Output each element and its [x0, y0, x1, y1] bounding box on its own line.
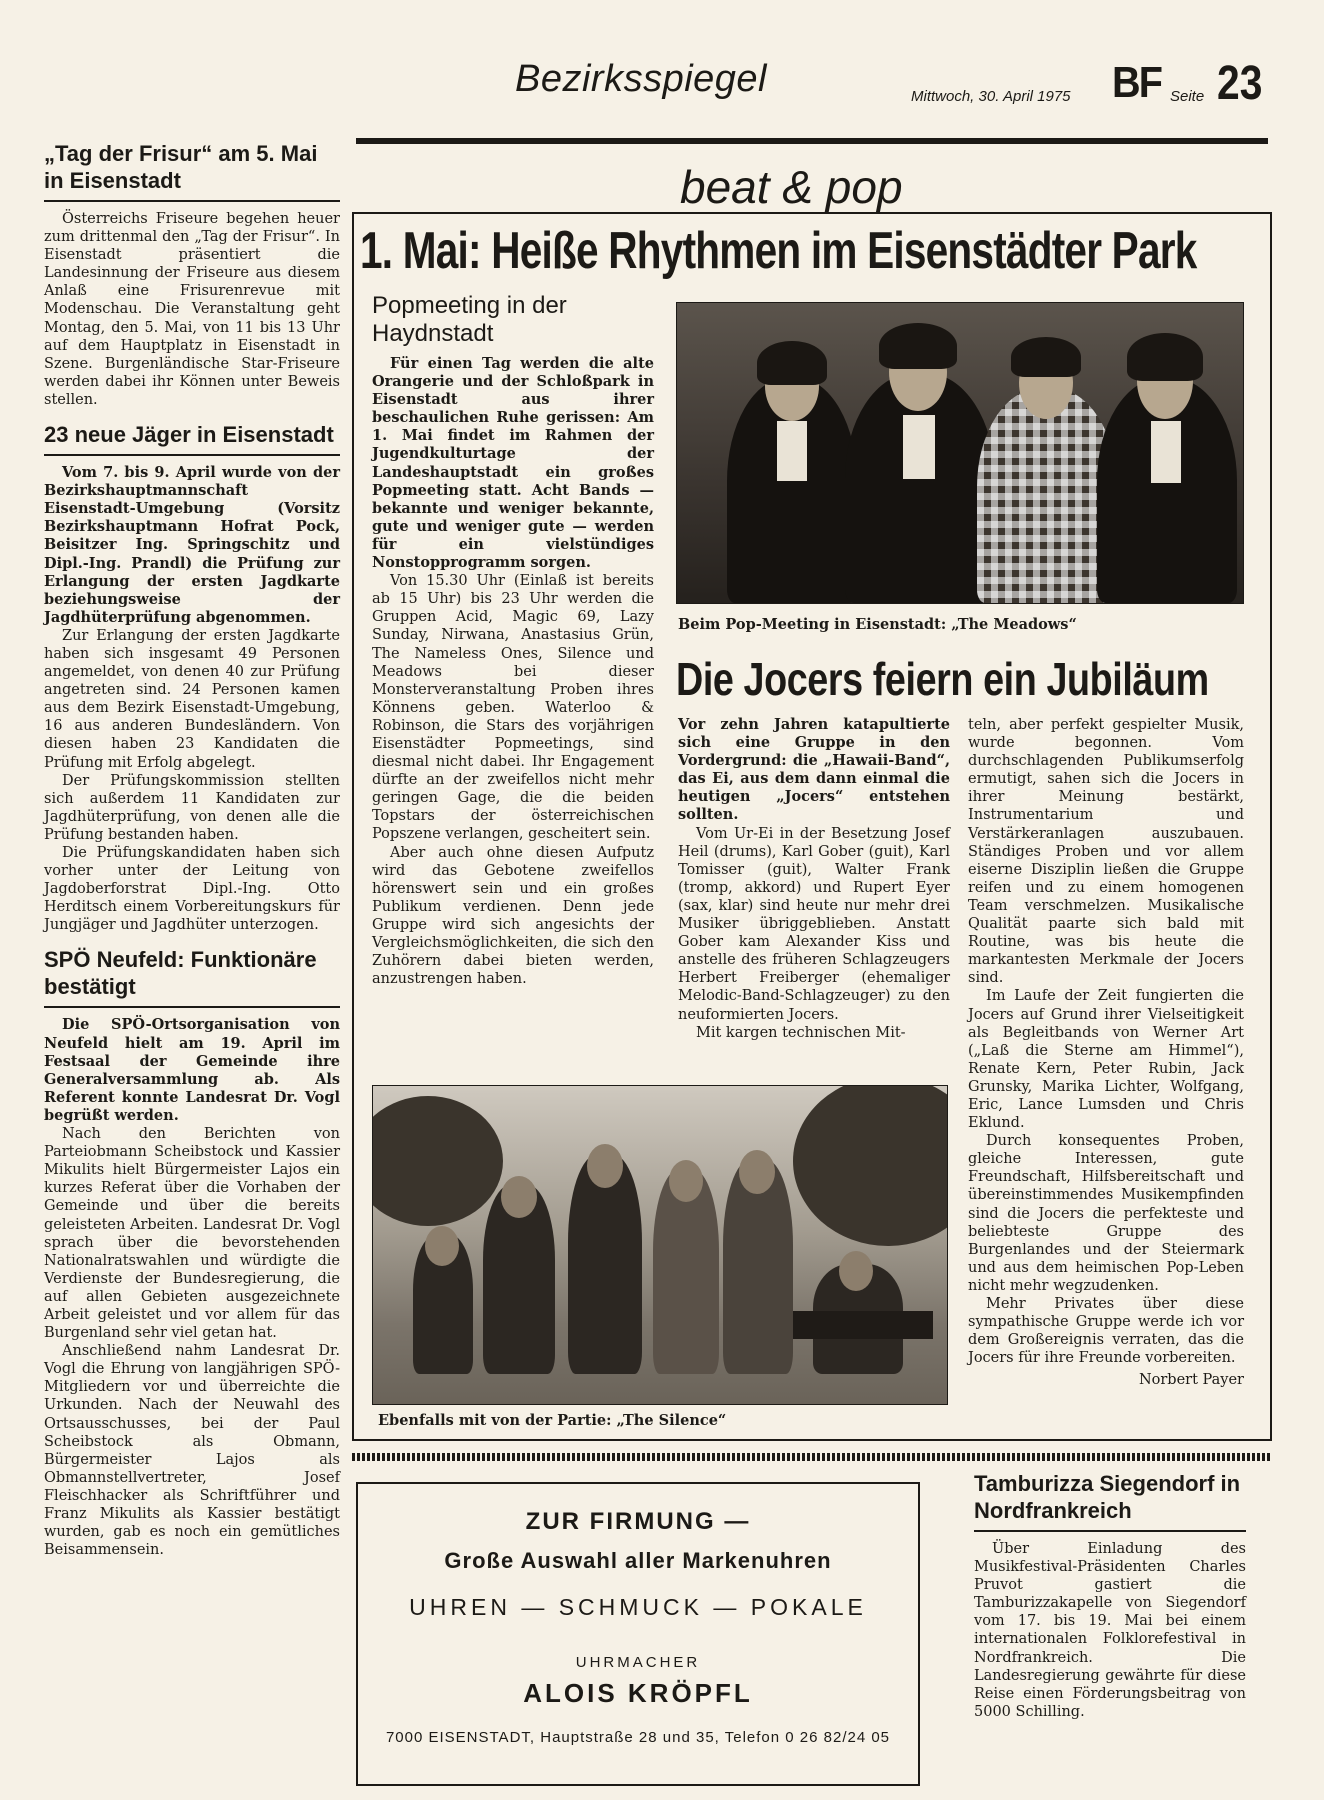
article-jaeger-paragraph: Die Prüfungskandidaten haben sich vorher unter der Leitung von Jagdoberforstrat Dipl.-Ing. Otto Herditsch einem Vorbereitungskurs für Jungjäger und Jagdhüter unterzogen.: [44, 845, 340, 934]
band-member-hair: [1127, 333, 1203, 381]
silence-caption: Ebenfalls mit von der Partie: „The Silence“: [378, 1412, 727, 1429]
tamburizza-headline: Tamburizza Siegendorf in Nordfrankreich: [974, 1471, 1241, 1523]
popmeeting-lead: Für einen Tag werden die alte Orangerie und der Schloßpark in Eisenstadt aus ihrer beschaulichen Ruhe gerissen: Am 1. Mai findet im Rahmen der Jugendkulturtage der Landeshauptstadt ein großes Popmeeting statt. Acht Bands — bekannte und weniger bekannte, gute und weniger gute — werden für ein vielstündiges Nonstopprogramm sorgen.: [372, 355, 654, 572]
article-frisur-paragraph: Österreichs Friseure begehen heuer zum drittenmal den „Tag der Frisur“. In Eisenstadt präsentiert die Landesinnung der Friseure aus diesem Anlaß eine Frisurenrevue mit Modenschau. Die Veranstaltung geht Montag, den 5. Mai, von 11 bis 13 Uhr auf dem Hauptplatz in Eisenstadt in Szene. Burgenländische Star-Friseure werden dabei ihr Können unter Beweis stellen.: [44, 211, 340, 408]
meadows-caption: Beim Pop-Meeting in Eisenstadt: „The Meadows“: [678, 616, 1077, 633]
band-member-hair: [757, 341, 827, 385]
ad-subline: Große Auswahl aller Markenuhren: [444, 1548, 832, 1573]
shirt-front: [777, 421, 807, 481]
shirt-front: [903, 415, 935, 479]
divider: [44, 200, 340, 202]
issue-date: Mittwoch, 30. April 1975: [911, 88, 1071, 105]
divider: [44, 1006, 340, 1008]
musician-head: [669, 1160, 703, 1202]
newspaper-logo: BF: [1112, 58, 1162, 107]
popmeeting-paragraph: Von 15.30 Uhr (Einlaß ist bereits ab 15 Uhr) bis 23 Uhr werden die Gruppen Acid, Magic 69, Lazy Sunday, Nirwana, Anastasius Grün, The Nameless Ones, Silence und Meadows bei dieser Monsterveranstaltung Proben ihres Könnens geben. Waterloo & Robinson, die Stars des vorjährigen Eisenstädter Popmeetings, sind diesmal nicht dabei. Ihr Engagement dürfte an der zweifellos nicht mehr geringen Gage, die die beiden Topstars der österreichischen Popszene verlangen, gescheitert sein.: [372, 573, 654, 843]
popmeeting-body: [372, 355, 654, 988]
article-frisur-headline: „Tag der Frisur“ am 5. Mai in Eisenstadt: [44, 141, 318, 193]
page-number: 23: [1217, 57, 1263, 110]
jocers-headline: Die Jocers feiern ein Jubiläum: [676, 653, 1209, 705]
left-column: [44, 140, 340, 1559]
musician-head: [587, 1144, 623, 1188]
article-spoe-headline: SPÖ Neufeld: Funktionäre bestätigt: [44, 947, 317, 1000]
band-member-figure: [977, 388, 1117, 603]
article-jaeger-headline: 23 neue Jäger in Eisenstadt: [44, 422, 334, 448]
divider: [44, 454, 340, 456]
jocers-author: Norbert Payer: [1138, 1372, 1244, 1389]
jocers-lead: Vor zehn Jahren katapultierte sich eine Gruppe in den Vordergrund: die „Hawaii-Band“, das Ei, aus dem dann einmal die heutigen „Jocers“ entstehen sollten.: [678, 716, 950, 824]
band-member-hair: [1011, 337, 1081, 377]
jocers-body-col2: [968, 716, 1244, 1389]
shirt-front: [1151, 421, 1181, 483]
article-frisur-body: [44, 210, 340, 409]
article-spoe-lead: Die SPÖ-Ortsorganisation von Neufeld hielt am 19. April im Festsaal der Gemeinde ihre Generalversammlung ab. Als Referent konnte Landesrat Dr. Vogl begrüßt werden.: [44, 1016, 340, 1124]
dotted-divider: [352, 1453, 1270, 1461]
article-jaeger-paragraph: Zur Erlangung der ersten Jagdkarte haben sich insgesamt 49 Personen angemeldet, von denen 40 zur Prüfung angetreten sind. 24 Personen kamen aus dem Bezirk Eisenstadt-Umgebung, 16 aus anderen Bundesländern. Von diesen haben 23 Kandidaten die Prüfung mit Erfolg abgelegt.: [44, 627, 340, 771]
jocers-paragraph: Mit kargen technischen Mit-: [696, 1024, 906, 1041]
jocers-paragraph: Durch konsequentes Proben, gleiche Interessen, gute Freundschaft, Hilfsbereitschaft und übereinstimmendes Musikempfinden sind die Jocers die perfekteste und beliebteste Gruppe des Burgenlandes und der Steiermark und aus dem heimischen Pop-Leben nicht mehr wegzudenken.: [968, 1133, 1244, 1294]
popmeeting-paragraph: Aber auch ohne diesen Aufputz wird das Gebotene zweifellos hörenswert sein und ein großes Publikum verdienen. Denn jede Gruppe wird sich angesichts der Vergleichsmöglichkeiten, die sich den Zuhörern dabei bieten werden, anzustrengen haben.: [372, 844, 654, 988]
keyboard-shape: [793, 1311, 933, 1339]
article-spoe-paragraph: Anschließend nahm Landesrat Dr. Vogl die Ehrung von langjährigen SPÖ-Mitgliedern vor und überreichte die Urkunden. Nach der Neuwahl des Ortsausschusses, bei der Paul Scheibstock als Obmann, Bürgermeister Lajos als Obmannstellvertreter, Josef Fleischhacker als Schriftführer und Franz Mikulits als Kassier bestätigt wurden, gab es noch ein gemütliches Beisammensein.: [44, 1343, 340, 1559]
section-kicker: beat & pop: [680, 161, 903, 213]
jocers-paragraph: Vom Ur-Ei in der Besetzung Josef Heil (drums), Karl Gober (guit), Karl Tomisser (guit), Walter Frank (tromp, akkord) und Rupert Eyer (sax, klar) sind heute nur mehr drei Musiker übriggeblieben. Anstatt Gober kam Alexander Kiss und anstelle des früheren Schlagzeugers Herbert Freiberger (ehemaliger Melodic-Band-Schlagzeuger) zu den neuformierten Jocers.: [678, 825, 950, 1023]
musician-head: [425, 1226, 459, 1266]
silence-photo: [372, 1085, 948, 1405]
ad-trade: UHRMACHER: [575, 1654, 701, 1671]
main-headline: 1. Mai: Heiße Rhythmen im Eisenstädter Park: [360, 222, 1197, 280]
musician-head: [839, 1251, 873, 1291]
tamburizza-paragraph: Über Einladung des Musikfestival-Präsidenten Charles Pruvot gastiert die Tamburizzakapelle von Siegendorf vom 17. bis 19. Mai bei einem internationalen Folklorefestival in Nordfrankreich. Die Landesregierung gewährte für diese Reise einen Förderungsbeitrag von 5000 Schilling.: [974, 1541, 1246, 1720]
article-jaeger-paragraph: Der Prüfungskommission stellten sich außerdem 11 Kandidaten zur Jagdhüterprüfung, von denen alle die Prüfung bestanden haben.: [44, 772, 340, 843]
article-spoe-paragraph: Nach den Berichten von Parteiobmann Scheibstock und Kassier Mikulits hielt Bürgermeister Lajos ein kurzes Referat über die Vorhaben der Gemeinde und über die bereits geleisteten Arbeiten. Landesrat Dr. Vogl sprach über die bevorstehenden Nationalratswahlen und würdigte die Verdienste der Bundesregierung, die auf allen Gebieten ausgezeichnete Arbeit geleistet und vor allem für das Burgenland sehr viel getan hat.: [44, 1126, 340, 1342]
article-jaeger-lead: Vom 7. bis 9. April wurde von der Bezirkshauptmannschaft Eisenstadt-Umgebung (Vorsitz Bezirkshauptmann Hofrat Pock, Beisitzer Ing. Springschitz und Dipl.-Ing. Prandl) die Prüfung zur Erlangung der ersten Jagdkarte beziehungsweise der Jagdhüterprüfung abgenommen.: [44, 464, 340, 626]
tree-shape: [793, 1085, 948, 1246]
jocers-paragraph: Mehr Privates über diese sympathische Gruppe werde ich vor dem Großereignis verraten, das die Jocers für ihre Freunde vorbereiten.: [968, 1296, 1244, 1367]
tree-shape: [372, 1096, 503, 1226]
jocers-paragraph: Im Laufe der Zeit fungierten die Jocers auf Grund ihrer Vielseitigkeit als Begleitbands von Werner Art („Laß die Sterne am Himmel“), Renate Kern, Peter Rubin, Jack Grunsky, Marika Lichter, Wolfgang, Eric, Lance Lumsden und Chris Eklund.: [968, 988, 1244, 1132]
ad-business-name: ALOIS KRÖPFL: [523, 1678, 753, 1708]
article-spoe-body: [44, 1016, 340, 1559]
divider: [974, 1530, 1246, 1532]
section-rule: [356, 138, 1268, 144]
main-subheadline: Popmeeting in der Haydnstadt: [372, 292, 567, 347]
musician-head: [501, 1176, 537, 1218]
jocers-body-col1: [678, 716, 950, 1042]
meadows-photo: [676, 302, 1244, 604]
page-label: Seite: [1170, 88, 1205, 105]
ad-headline: ZUR FIRMUNG —: [525, 1508, 751, 1535]
watchmaker-advertisement: [356, 1482, 920, 1786]
ad-address: 7000 EISENSTADT, Hauptstraße 28 und 35, Telefon 0 26 82/24 05: [385, 1729, 891, 1746]
band-member-hair: [879, 323, 957, 369]
jocers-paragraph: teln, aber perfekt gespielter Musik, wurde begonnen. Vom durchschlagenden Publikumserfolg ermutigt, sahen sich die Jocers in ihrer Meinung bestärkt, Instrumentarium und Verstärkeranlagen auszubauen. Ständiges Proben und vor allem eiserne Disziplin ließen die Gruppe reifen und zu einem homogenen Team verschmelzen. Musikalische Qualität paarte sich bald mit Routine, was bis heute die markantesten Merkmale der Jocers sind.: [968, 717, 1244, 987]
tamburizza-article: [974, 1470, 1246, 1721]
musician-head: [739, 1150, 775, 1194]
section-title: Bezirksspiegel: [515, 58, 767, 100]
ad-products: UHREN — SCHMUCK — POKALE: [409, 1594, 867, 1620]
tamburizza-body: [974, 1540, 1246, 1721]
article-jaeger-body: [44, 464, 340, 934]
